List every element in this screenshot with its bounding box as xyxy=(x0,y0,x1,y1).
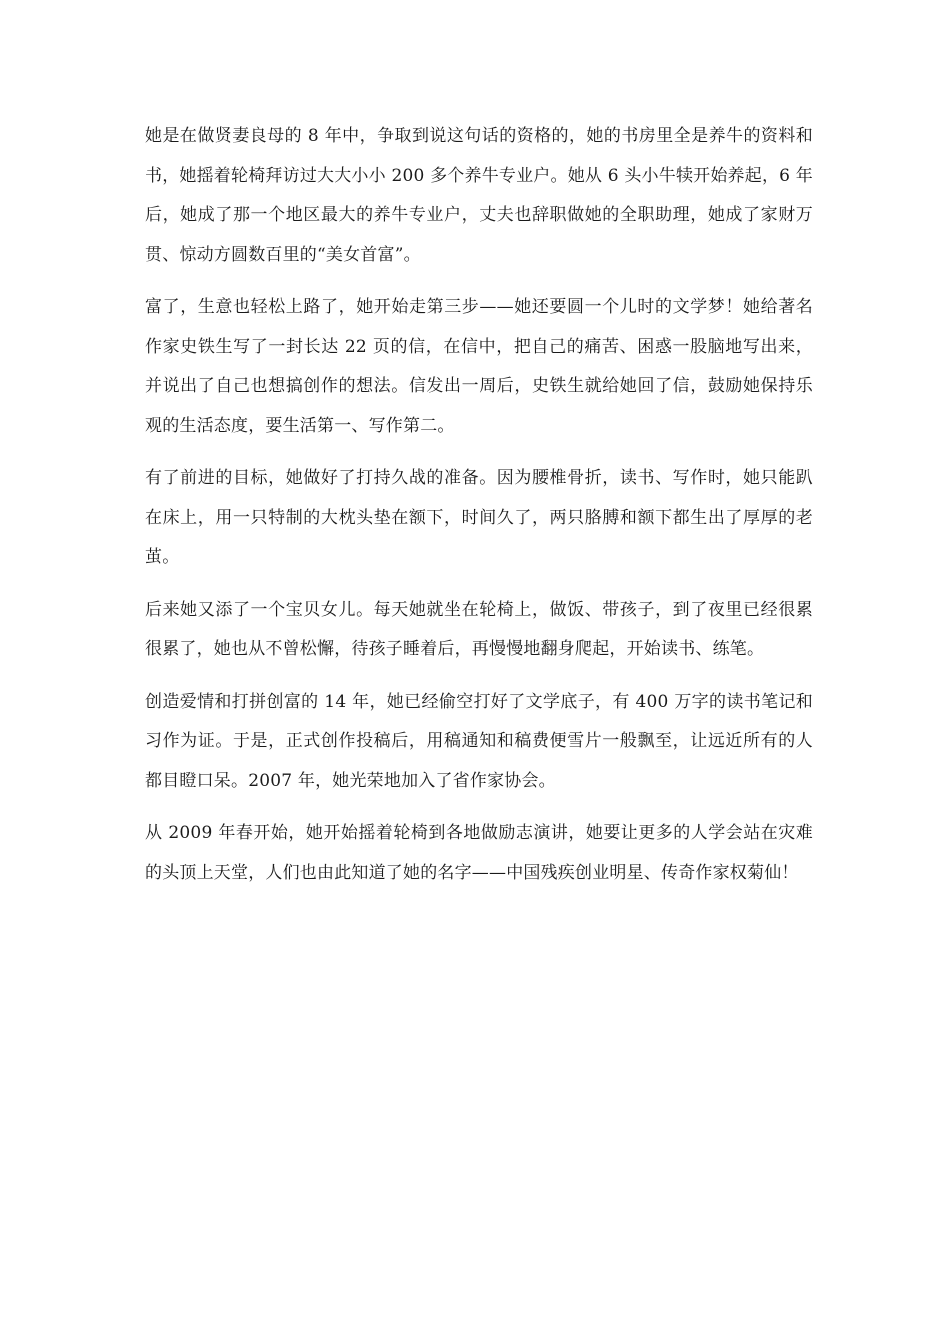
paragraph-6: 从 2009 年春开始，她开始摇着轮椅到各地做励志演讲，她要让更多的人学会站在灾难的头顶上天堂，人们也由此知道了她的名字——中国残疾创业明星、传奇作家权菊仙！ xyxy=(145,823,813,883)
paragraph-5: 创造爱情和打拼创富的 14 年，她已经偷空打好了文学底子，有 400 万字的读书笔记和习作为证。于是，正式创作投稿后，用稿通知和稿费便雪片一般飘至，让远近所有的人都目瞪口呆。2007 年，她光荣地加入了省作家协会。 xyxy=(145,691,813,791)
paragraph-3: 有了前进的目标，她做好了打持久战的准备。因为腰椎骨折，读书、写作时，她只能趴在床上，用一只特制的大枕头垫在额下，时间久了，两只胳膊和额下都生出了厚厚的老茧。 xyxy=(145,468,813,567)
document-body xyxy=(145,117,813,906)
paragraph-1: 她是在做贤妻良母的 8 年中，争取到说这句话的资格的，她的书房里全是养牛的资料和书，她摇着轮椅拜访过大大小小 200 多个养牛专业户。她从 6 头小牛犊开始养起，6 年后，她成了那一个地区最大的养牛专业户，丈夫也辞职做她的全职助理，她成了家财万贯、惊动方圆数百里的“美女首富”。 xyxy=(145,126,813,265)
paragraph-2: 富了，生意也轻松上路了，她开始走第三步——她还要圆一个儿时的文学梦！她给著名作家史铁生写了一封长达 22 页的信，在信中，把自己的痛苦、困惑一股脑地写出来，并说出了自己也想搞创作的想法。信发出一周后，史铁生就给她回了信，鼓励她保持乐观的生活态度，要生活第一、写作第二。 xyxy=(145,297,813,436)
paragraph-4: 后来她又添了一个宝贝女儿。每天她就坐在轮椅上，做饭、带孩子，到了夜里已经很累很累了，她也从不曾松懈，待孩子睡着后，再慢慢地翻身爬起，开始读书、练笔。 xyxy=(145,599,813,659)
